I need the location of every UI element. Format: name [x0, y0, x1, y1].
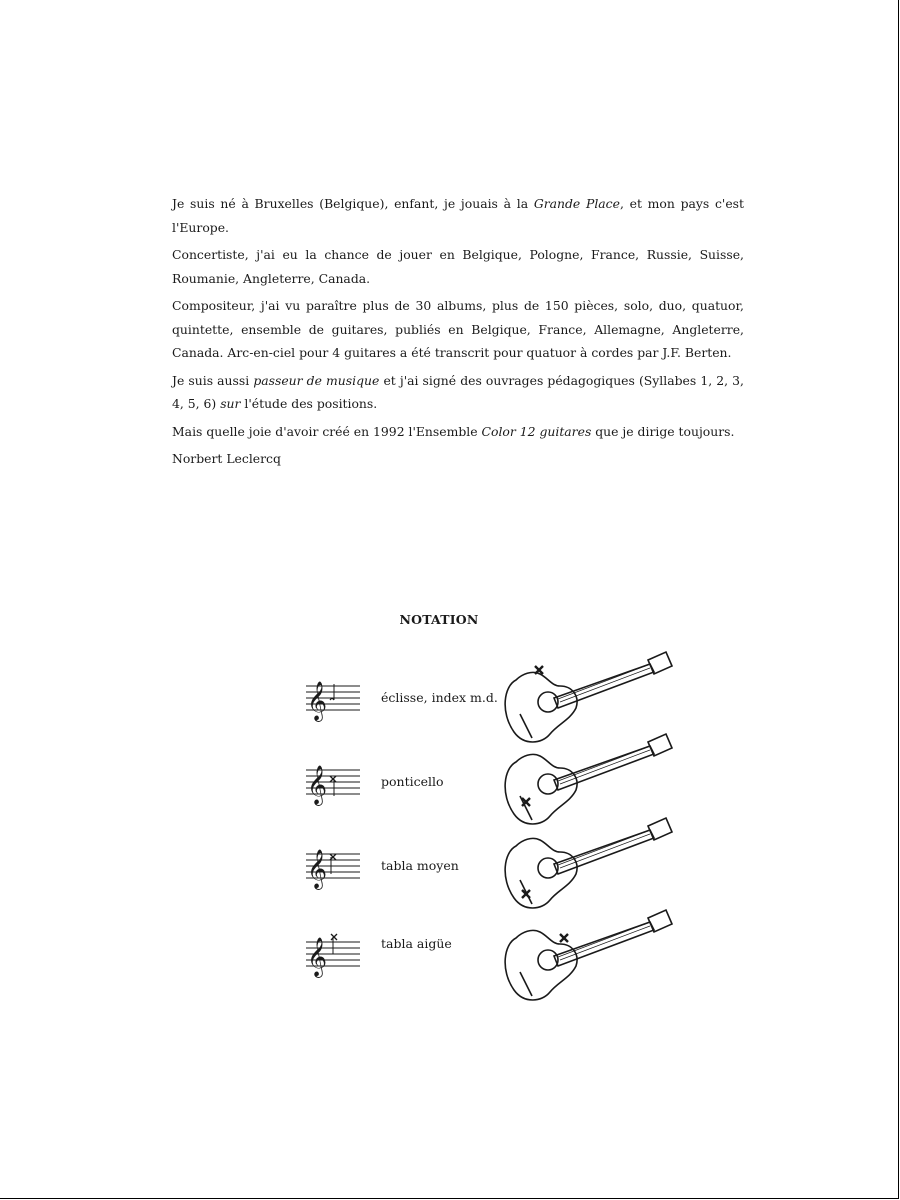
bio-paragraph-5: Mais quelle joie d'avoir créé en 1992 l'Ensemble Color 12 guitares que je dirige toujours.	[172, 423, 735, 439]
bio-paragraph-1: Je suis né à Bruxelles (Belgique), enfant, je jouais à la Grande Place, et mon pays c'est l'Europe.	[172, 196, 744, 235]
treble-staff-icon	[304, 840, 362, 890]
author-signature: Norbert Leclercq	[172, 451, 281, 466]
notation-label: ponticello	[381, 774, 444, 789]
notation-label: tabla moyen	[381, 858, 459, 873]
svg-text:𝄞: 𝄞	[307, 765, 328, 805]
treble-staff-icon	[304, 928, 362, 978]
bio-paragraph-4: Je suis aussi passeur de musique et j'ai signé des ouvrages pédagogiques (Syllabes 1, 2, 3, 4, 5, 6) sur l'étude des positions.	[172, 372, 744, 411]
notation-row-tabla-moyen	[0, 816, 900, 916]
notation-row-tabla-aigue	[0, 904, 900, 1004]
bio-paragraph-3: Compositeur, j'ai vu paraître plus de 30 albums, plus de 150 pièces, solo, duo, quatuor, quintette, ensemble de guitares, publiés en Belgique, France, Allemagne, Angleterre, Canada. Arc-en-ciel pour 4 guitares a été transcrit pour quatuor à cordes par J.F. Berten.	[172, 298, 744, 360]
guitar-icon	[498, 908, 673, 1018]
biography-text	[172, 192, 744, 475]
notation-label: éclisse, index m.d.	[381, 690, 498, 705]
treble-staff-icon	[304, 672, 362, 722]
treble-staff-icon	[304, 756, 362, 806]
notation-title: NOTATION	[399, 612, 479, 627]
bio-paragraph-2: Concertiste, j'ai eu la chance de jouer en Belgique, Pologne, France, Russie, Suisse, Roumanie, Angleterre, Canada.	[172, 247, 744, 286]
notation-label: tabla aigüe	[381, 936, 452, 951]
svg-text:𝄞: 𝄞	[307, 681, 328, 721]
svg-text:𝄞: 𝄞	[307, 849, 328, 889]
svg-text:𝄞: 𝄞	[307, 937, 328, 977]
